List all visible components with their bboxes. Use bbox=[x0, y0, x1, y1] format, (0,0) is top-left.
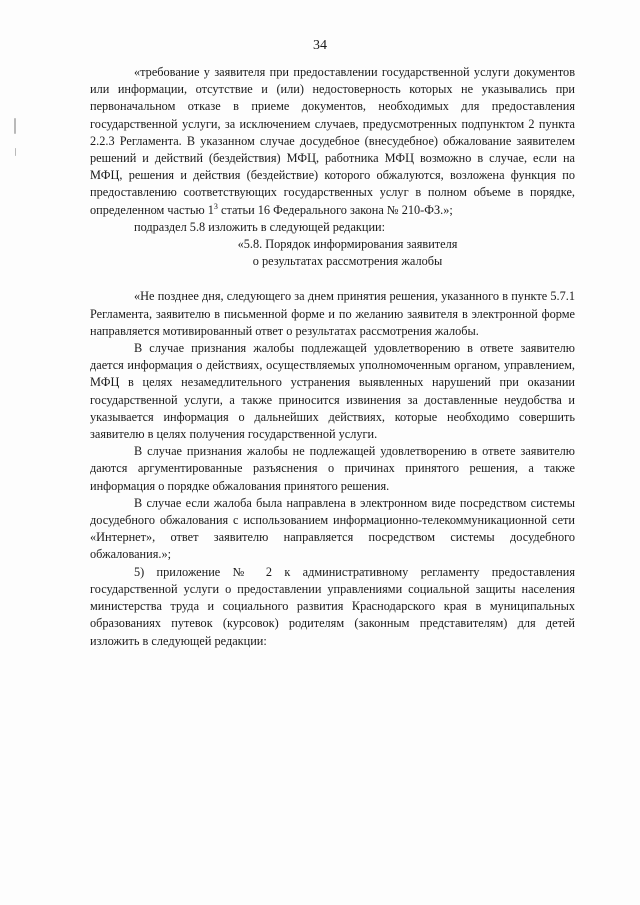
document-body bbox=[90, 64, 575, 650]
page-number: 34 bbox=[313, 38, 327, 53]
section-heading-line-1: «5.8. Порядок информирования заявителя bbox=[237, 237, 458, 252]
paragraph-complaint-satisfied: В случае признания жалобы подлежащей удовлетворению в ответе заявителю дается информация о действиях, осуществляемых уполномоченным органом, управлением, МФЦ в целях незамедлительного устранения выявленных нарушений при оказании государственной услуги, а также приносится извинения за доставленные неудобства и указывается информация о дальнейших действиях, которые необходимо совершить заявителю в целях получения государственной услуги. bbox=[90, 341, 575, 442]
section-heading-line-2: о результатах рассмотрения жалобы bbox=[252, 254, 443, 269]
scan-speck bbox=[15, 148, 16, 156]
spacer bbox=[90, 270, 575, 288]
superscript: 3 bbox=[213, 201, 218, 211]
paragraph-electronic-complaint: В случае если жалоба была направлена в электронном виде посредством системы досудебного обжалования с использованием информационно-телекоммуникационной сети «Интернет», ответ заявителю направляется посредством системы досудебного обжалования.»; bbox=[90, 495, 575, 562]
paragraph-appendix-2: 5) приложение № 2 к административному регламенту предоставления государственной услуги о предоставлении управлениями социальной защиты населения министерства труда и социального развития Краснодарского края в муниципальных образованиях путевок (курсовок) родителям (законным представителям) для детей изложить в следующей редакции: bbox=[90, 564, 575, 648]
paragraph-complaint-rejected: В случае признания жалобы не подлежащей удовлетворению в ответе заявителю даются аргументированные разъяснения о причинах принятого решения, а также информация о порядке обжалования принятого решения. bbox=[90, 444, 575, 493]
paragraph-subsection-intro: подраздел 5.8 изложить в следующей редакции: bbox=[134, 219, 386, 234]
paragraph-response-deadline: «Не позднее дня, следующего за днем принятия решения, указанного в пункте 5.7.1 Регламента, заявителю в письменной форме и по желанию заявителя в электронной форме направляется мотивированный ответ о результатах рассмотрения жалобы. bbox=[90, 289, 575, 338]
paragraph-requirement: «требование у заявителя при предоставлении государственной услуги документов или информации, отсутствие и (или) недостоверность которых не указывались при первоначальном отказе в приеме документов, необходимых для предоставления государственной услуги, за исключением случаев, предусмотренных подпунктом 2 пункта 2.2.3 Регламента. В указанном случае досудебное (внесудебное) обжалование заявителем решений и действий (бездействия) МФЦ, работника МФЦ возможно в случае, если на МФЦ, решения и действия (бездействие) которого обжалуются, возложена функция по предоставлению соответствующих государственных услуг в полном объеме в порядке, определенном частью $1^3$ статьи 16 Федерального закона № 210-ФЗ.»; bbox=[90, 65, 575, 217]
scan-speck bbox=[14, 118, 16, 134]
